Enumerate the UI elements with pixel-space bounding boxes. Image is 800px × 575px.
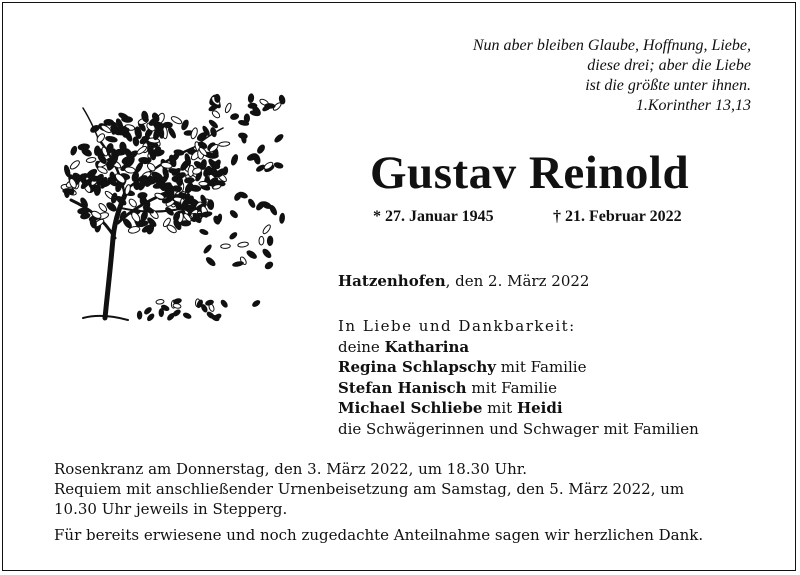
place-name: Hatzenhofen — [338, 272, 446, 290]
mourner-line-3-name: Stefan Hanisch — [338, 378, 467, 397]
mourner-line-1-prefix: deine — [338, 337, 385, 356]
mourner-line-3-suffix: mit Familie — [466, 378, 558, 397]
mourner-line-3 — [338, 378, 699, 399]
thanks-text: Für bereits erwiesene und noch zugedachte Anteilnahme sagen wir herzlichen Dank. — [54, 526, 704, 544]
mourner-line-5: die Schwägerinnen und Schwager mit Familien — [338, 419, 699, 438]
death-date: † 21. Februar 2022 — [553, 208, 682, 225]
mourner-line-1 — [338, 337, 699, 358]
tree-leaves — [61, 94, 286, 322]
deceased-name: Gustav Reinold — [370, 147, 690, 199]
birth-date: * 27. Januar 1945 — [373, 208, 494, 225]
mourner-line-2-suffix: mit Familie — [496, 358, 587, 377]
mourner-line-4-mid: mit — [482, 399, 517, 418]
quote-line-2: diese drei; aber die Liebe — [587, 57, 751, 74]
obituary-notice — [2, 2, 796, 571]
mourner-line-4 — [338, 398, 699, 419]
tree-icon — [53, 88, 288, 333]
life-dates — [373, 208, 682, 226]
service-line-1: Rosenkranz am Donnerstag, den 3. März 2022, um 18.30 Uhr. — [54, 460, 528, 478]
service-line-3: 10.30 Uhr jeweils in Stepperg. — [54, 500, 288, 518]
mourner-line-2-name: Regina Schlapschy — [338, 358, 497, 377]
mourner-line-1-name: Katharina — [384, 337, 470, 356]
bible-quote — [473, 36, 751, 116]
mourners-intro: In Liebe und Dankbarkeit: — [338, 317, 576, 335]
service-line-2: Requiem mit anschließender Urnenbeisetzung am Samstag, den 5. März 2022, um — [54, 480, 685, 498]
mourner-line-2 — [338, 357, 699, 378]
mourners-list — [338, 316, 699, 440]
quote-source: 1.Korinther 13,13 — [635, 97, 751, 114]
service-info — [54, 459, 754, 519]
place-date — [338, 272, 589, 290]
mourner-line-4-name: Michael Schliebe — [338, 399, 483, 418]
quote-line-1: Nun aber bleiben Glaube, Hoffnung, Liebe, — [472, 37, 751, 54]
notice-date: , den 2. März 2022 — [445, 272, 590, 290]
mourner-line-4-name2: Heidi — [516, 399, 563, 418]
quote-line-3: ist die größte unter ihnen. — [585, 77, 751, 94]
